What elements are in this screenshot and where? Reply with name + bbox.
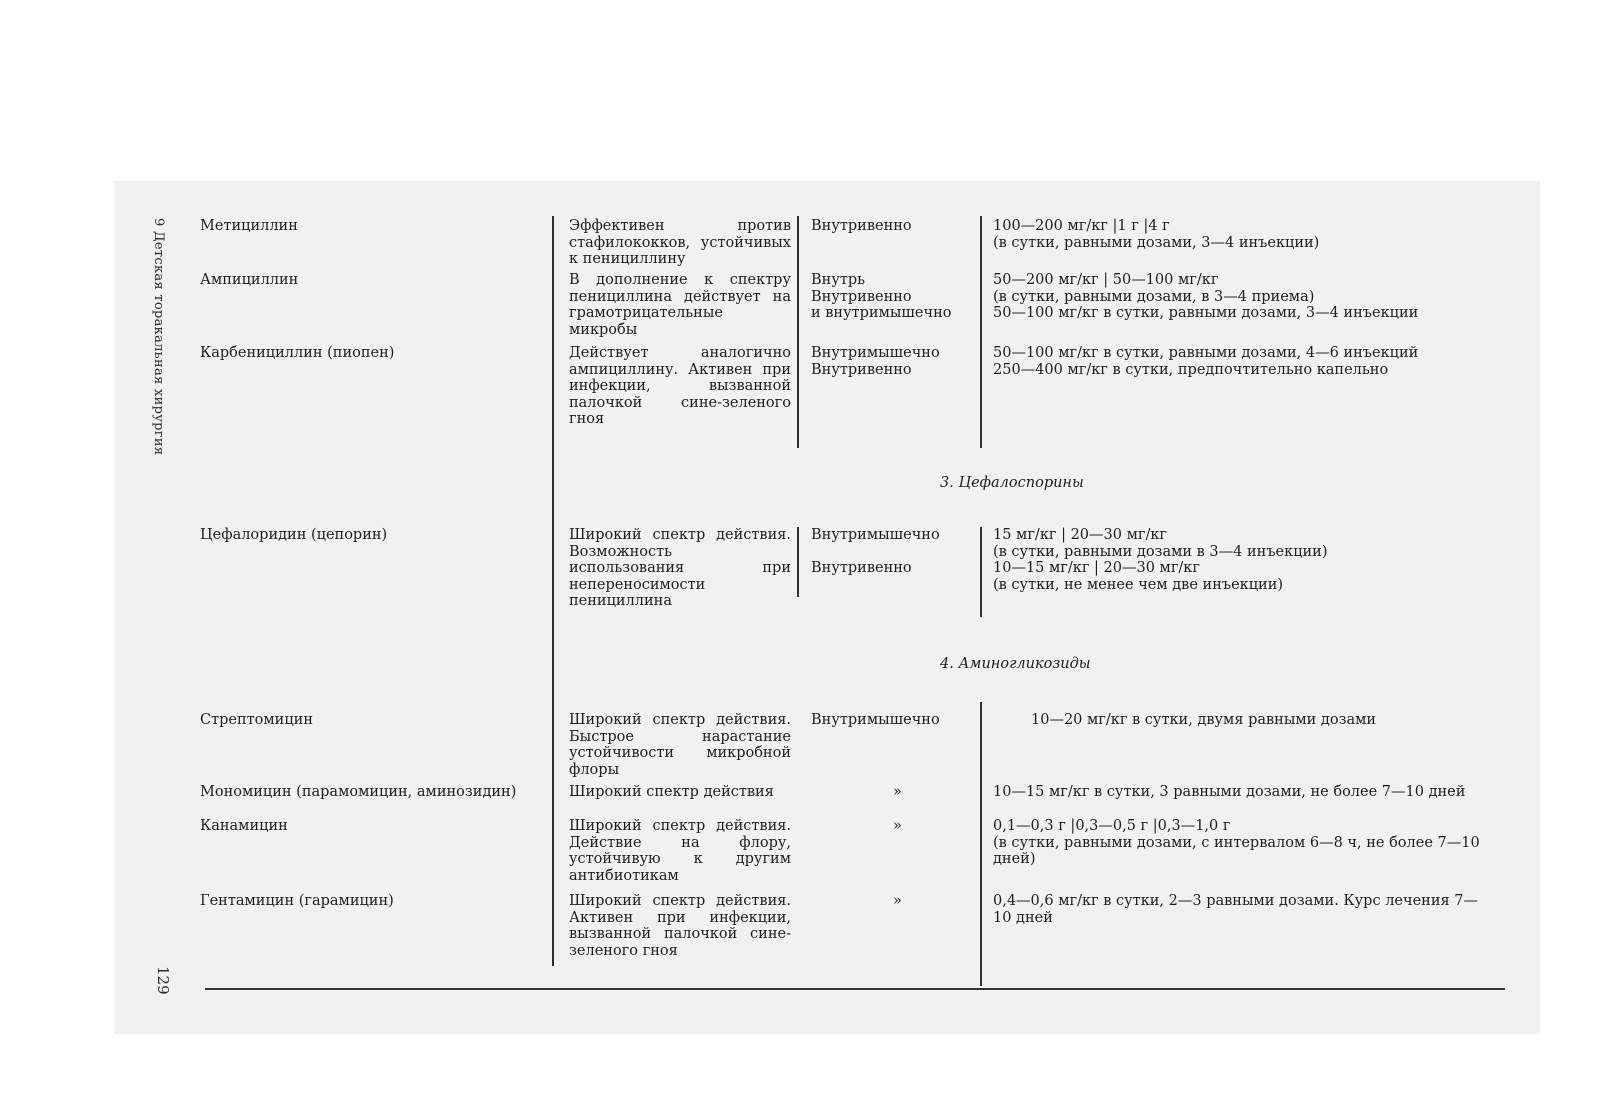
section-heading: 4. Аминогликозиды: [940, 656, 1091, 672]
drug-action: Широкий спектр действия. Быстрое нарастание устойчивости микробной флоры: [569, 712, 791, 778]
column-divider: [797, 216, 799, 448]
drug-route: Внутримышечно Внутривенно: [811, 345, 940, 378]
column-divider: [980, 216, 982, 448]
drug-name: Гентамицин (гарамицин): [200, 893, 394, 909]
drug-action: Эффективен против стафилококков, устойчивых к пенициллину: [569, 218, 791, 267]
drug-route: »: [893, 893, 902, 909]
drug-action: Действует аналогично ампициллину. Активен при инфекции, вызванной палочкой сине-зеленого гноя: [569, 345, 791, 427]
drug-name: Стрептомицин: [200, 712, 313, 728]
drug-name: Мономицин (парамомицин, аминозидин): [200, 784, 517, 800]
drug-name: Карбенициллин (пиопен): [200, 345, 395, 361]
drug-name: Цефалоридин (цепорин): [200, 527, 388, 543]
table-bottom-rule: [205, 988, 1505, 990]
drug-action: В дополнение к спектру пенициллина действует на грамотрицательные микробы: [569, 272, 791, 338]
drug-dose: 10—20 мг/кг в сутки, двумя равными дозами: [1031, 712, 1377, 728]
section-heading: 3. Цефалоспорины: [940, 475, 1084, 491]
drug-dose: 0,4—0,6 мг/кг в сутки, 2—3 равными дозами. Курс лечения 7—10 дней: [993, 893, 1478, 926]
drug-name: Метициллин: [200, 218, 298, 234]
drug-action: Широкий спектр действия. Активен при инфекции, вызванной палочкой сине-зеленого гноя: [569, 893, 791, 959]
drug-name: Ампициллин: [200, 272, 299, 288]
drug-route: »: [893, 784, 902, 800]
drug-route: Внутривенно: [811, 218, 912, 234]
drug-action: Широкий спектр действия: [569, 784, 774, 800]
drug-dose: 0,1—0,3 г |0,3—0,5 г |0,3—1,0 г (в сутки, равными дозами, с интервалом 6—8 ч, не более 7—10 дней): [993, 818, 1480, 867]
column-divider: [980, 702, 982, 986]
page-number: 129: [154, 966, 172, 995]
drug-action: Широкий спектр действия. Действие на флору, устойчивую к другим антибиотикам: [569, 818, 791, 884]
drug-dose: 15 мг/кг | 20—30 мг/кг (в сутки, равными дозами в 3—4 инъекции) 10—15 мг/кг | 20—30 мг/кг (в сутки, не менее чем две инъекции): [993, 527, 1328, 593]
drug-route: Внутримышечно Внутривенно: [811, 527, 940, 576]
drug-route: Внутримышечно: [811, 712, 940, 728]
running-header: 9 Детская торакальная хирургия: [151, 218, 166, 456]
drug-dose: 100—200 мг/кг |1 г |4 г (в сутки, равными дозами, 3—4 инъекции): [993, 218, 1320, 251]
drug-route: »: [893, 818, 902, 834]
drug-dose: 50—200 мг/кг | 50—100 мг/кг (в сутки, равными дозами, в 3—4 приема) 50—100 мг/кг в сутки, равными дозами, 3—4 инъекции: [993, 272, 1419, 321]
column-divider: [797, 527, 799, 597]
drug-route: Внутрь Внутривенно и внутримышечно: [811, 272, 952, 321]
column-divider: [552, 216, 554, 966]
drug-dose: 50—100 мг/кг в сутки, равными дозами, 4—6 инъекций 250—400 мг/кг в сутки, предпочтительно капельно: [993, 345, 1419, 378]
drug-name: Канамицин: [200, 818, 288, 834]
drug-dose: 10—15 мг/кг в сутки, 3 равными дозами, не более 7—10 дней: [993, 784, 1466, 800]
drug-action: Широкий спектр действия. Возможность использования при непереносимости пенициллина: [569, 527, 791, 609]
